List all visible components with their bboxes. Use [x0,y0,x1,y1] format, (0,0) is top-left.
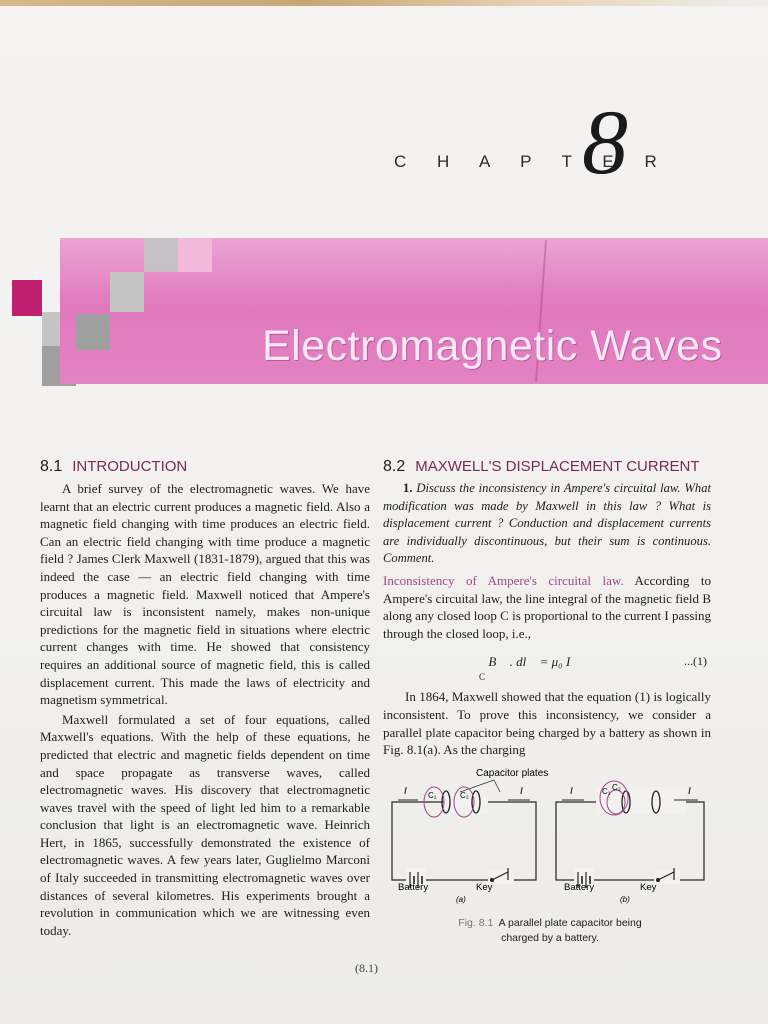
deco-square [76,314,110,350]
right-column [383,458,711,759]
c1-label: C₁ [428,791,437,800]
deco-square-pink [12,280,42,316]
chapter-number: 8 [582,91,628,193]
page-top-edge [0,0,768,6]
current-label: I [520,786,523,797]
equation: ∮ B⃗ . dl⃗ = μ₀ I [475,654,571,670]
chapter-title: Electromagnetic Waves [262,322,723,370]
subfigure-label: (a) [456,895,466,904]
capacitor-figure [384,764,714,914]
circuit-a [392,786,536,904]
deco-square [110,272,144,312]
equation-row [383,642,711,682]
answer-lead: Inconsistency of Ampere's circuital law. [383,572,624,588]
question-text: Discuss the inconsistency in Ampere's circuital law. What modification was made by Maxwell in this law ? What is displacement current ? Conduction and displacement currents are individually discontinuous, but their sum is continuous. Comment. [383,481,711,566]
equation-subscript: C [479,672,486,683]
circuit-b [556,781,704,904]
key-label: Key [476,882,493,893]
caption-text: A parallel plate capacitor being charged by a battery. [498,917,642,944]
question-number: 1. [403,481,413,495]
question [383,480,711,568]
section-heading [383,458,711,480]
current-label: I [404,786,407,797]
section-number: 8.2 [383,458,406,475]
capacitor-plates-label: Capacitor plates [476,768,549,779]
battery-label: Battery [564,882,595,893]
page-number: (8.1) [355,961,378,975]
answer-text: According to Ampere's circuital law, the line integral of the magnetic field B along any closed loop C is proportional to the current I passing through the closed loop, i.e., [383,572,711,641]
c1-label: C₁ [602,787,611,796]
key-label: Key [640,882,657,893]
current-label: I [570,786,573,797]
subfigure-label: (b) [620,895,630,904]
figure-label: Fig. 8.1 [458,917,494,929]
left-column [40,458,370,939]
figure-caption [440,916,660,946]
equation-number: ...(1) [684,654,707,669]
battery-label: Battery [398,882,429,893]
pointer-line [494,780,500,792]
chapter-word: C H A P T E R [394,152,670,171]
section-title: INTRODUCTION [72,458,188,475]
c2-label: C₂ [612,783,621,792]
section-heading [40,458,370,480]
deco-square [144,238,178,272]
section-number: 8.1 [40,458,63,475]
answer-paragraph [383,572,711,642]
paragraph: In 1864, Maxwell showed that the equation (1) is logically inconsistent. To prove this inconsistency, we consider a parallel plate capacitor being charged by a battery as shown in Fig. 8.1(a). As the charging [383,689,711,758]
c2-label: C₂ [460,791,469,800]
paragraph: Maxwell formulated a set of four equations, called Maxwell's equations. With the help of these equations, he predicted that electric and magnetic fields dependent on time and space propagate as transverse waves, called electromagnetic waves. His discovery that electromagnetic waves travel with the speed of light led him to a remarkable conclusion that light is an electromagnetic wave. Heinrich Hert, in 1865, successfully demonstrated the existence of electromagnetic waves. A few years later, Guglielmo Marconi of Italy succeeded in transmitting electromagnetic waves over distances of several kilometres. His experiments brought a revolution in communication which we are witnessing even today. [40,711,370,938]
deco-square [178,238,212,272]
paragraph: A brief survey of the electromagnetic waves. We have learnt that an electric current produces a magnetic field. Also a magnetic field changing with time produces an electric field. Can an electric field changing with time produce a magnetic field ? James Clerk Maxwell (1831-1879), argued that this was indeed the case — an electric field changing with time produces a magnetic field. Maxwell noticed that Ampere's circuital law is inconsistent namely, makes non-unique predictions for the magnetic field in situations where electric current changes with time. He showed that consistency requires an additional source of magnetic field, this is called displacement current. This made the laws of electricity and magnetism symmetrical. [40,481,370,708]
section-title: MAXWELL'S DISPLACEMENT CURRENT [415,458,700,475]
current-label: I [688,786,691,797]
